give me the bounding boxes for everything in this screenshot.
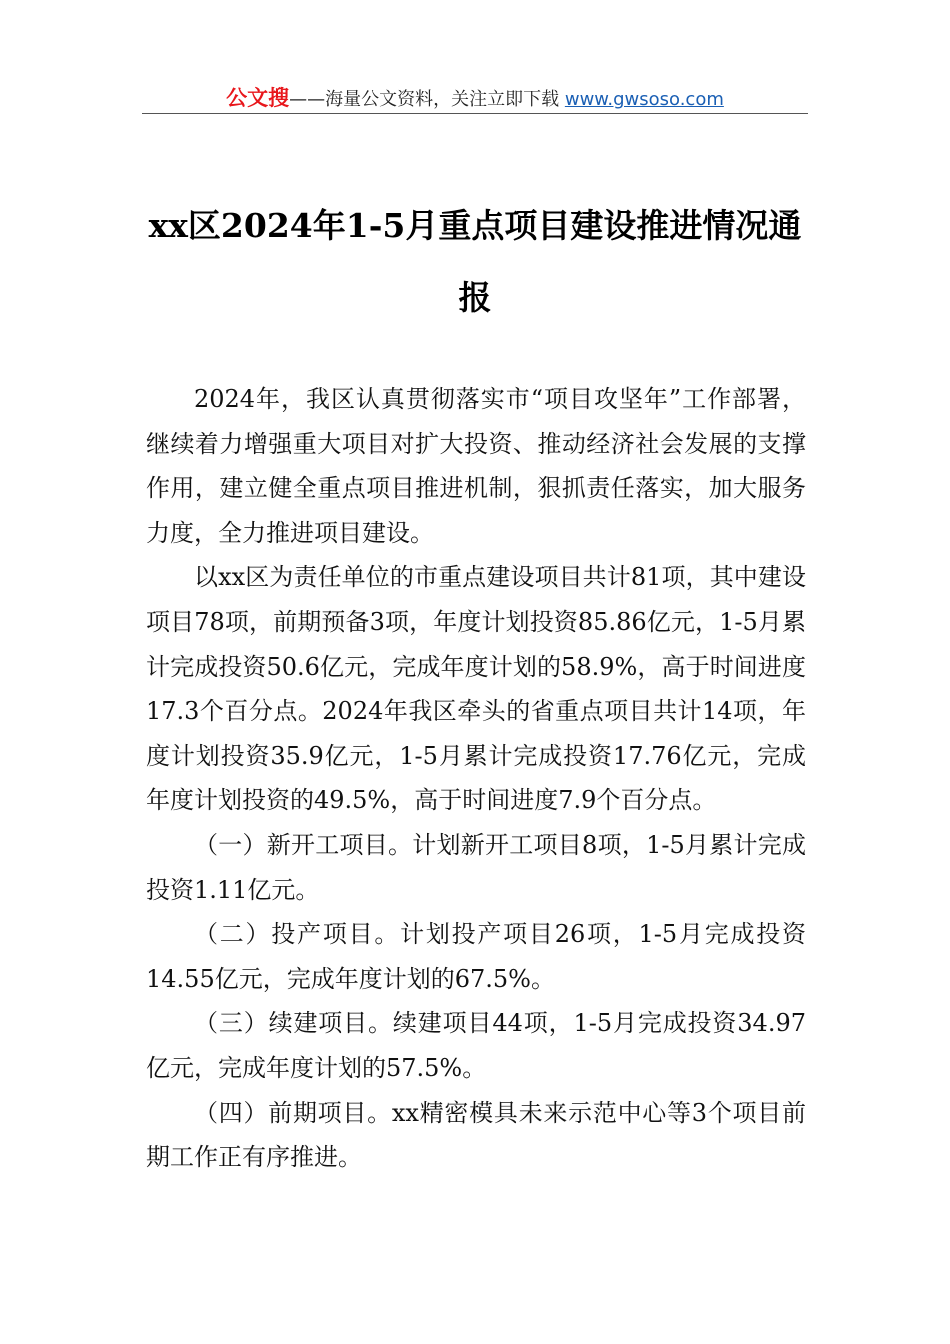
paragraph-continuing-projects: （三）续建项目。续建项目44项，1-5月完成投资34.97亿元，完成年度计划的57.5%。 (146, 1009, 806, 1082)
paragraph-production-projects: （二）投产项目。计划投产项目26项，1-5月完成投资14.55亿元，完成年度计划的67.5%。 (146, 920, 806, 993)
header-tagline: ——海量公文资料，关注立即下载 (289, 89, 565, 110)
paragraph-preliminary-projects: （四）前期项目。xx精密模具未来示范中心等3个项目前期工作正有序推进。 (146, 1098, 806, 1172)
header-divider (142, 113, 808, 114)
website-link[interactable]: www.gwsoso.com (564, 89, 724, 110)
brand-logo-text: 公文搜 (226, 86, 290, 110)
page-header (142, 82, 808, 114)
paragraph-summary: 以xx区为责任单位的市重点建设项目共计81项，其中建设项目78项，前期预备3项，年度计划投资85.86亿元，1-5月累计完成投资50.6亿元，完成年度计划的58.9%，高于时间进度17.3个百分点。2024年我区牵头的省重点项目共计14项，年度计划投资35.9亿元，1-5月累计完成投资17.76亿元，完成年度计划投资的49.5%，高于时间进度7.9个百分点。 (146, 563, 806, 815)
document-body (146, 377, 806, 1180)
paragraph-new-projects: （一）新开工项目。计划新开工项目8项，1-5月累计完成投资1.11亿元。 (146, 830, 806, 904)
paragraph-intro: 2024年，我区认真贯彻落实市“项目攻坚年”工作部署，继续着力增强重大项目对扩大投资、推动经济社会发展的支撑作用，建立健全重点项目推进机制，狠抓责任落实，加大服务力度，全力推进项目建设。 (146, 385, 806, 547)
document-title: xx区2024年1-5月重点项目建设推进情况通报 (148, 206, 802, 318)
